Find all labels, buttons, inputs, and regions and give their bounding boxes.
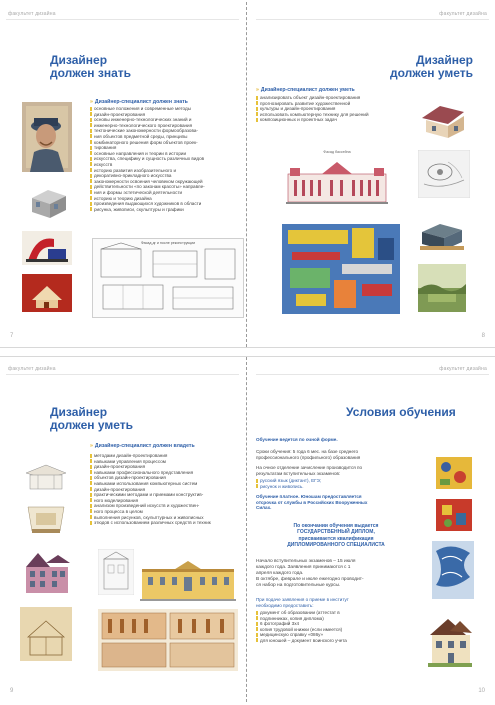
text-line: навыками использования компьютерных систем <box>90 481 240 487</box>
section-subtitle: » Дизайнер-специалист должен уметь <box>256 87 355 93</box>
text-line: методами дизайн-проектирования <box>90 453 240 459</box>
page-8 <box>250 2 495 347</box>
text-line: объектов дизайн-проектирования <box>90 475 240 481</box>
text-line: ния и формы эстетической деятельности <box>90 190 240 196</box>
page-number: 10 <box>478 688 485 694</box>
required-documents-list <box>256 610 421 644</box>
facade-shapes <box>282 150 392 210</box>
text-line: По окончании обучения выдается <box>293 523 379 529</box>
text-line: копия трудовой книжки (если имеется) <box>256 627 421 633</box>
title-line-2: должен уметь <box>389 66 473 80</box>
elevation-sketch-image <box>98 549 134 595</box>
title-line-1: Дизайнер <box>50 53 108 67</box>
page-number: 7 <box>10 333 14 339</box>
header-rule <box>6 19 239 20</box>
landscape-painting-image <box>418 264 466 312</box>
classical-building-render-image <box>138 557 238 603</box>
text-line: ного процесса в целом <box>90 509 240 515</box>
text-line: для юношей – документ воинского учета <box>256 638 421 644</box>
knowledge-list <box>90 106 240 212</box>
text-line: рисунка, живописи, скульптуры и графики <box>90 207 240 213</box>
text-line: основные положения и современные методы <box>90 106 240 112</box>
text-line: присваивается квалификация <box>298 535 374 542</box>
text-line: выполнения рисунков, скульптурных и живописных <box>90 515 240 521</box>
admission-dates-text <box>256 559 421 589</box>
text-line: действительности «по законам красоты» направле- <box>90 184 240 190</box>
interior-sketch-image <box>22 499 70 539</box>
text-line: результатам вступительных экзаменов: <box>256 470 341 476</box>
text-line: ДИПЛОМИРОВАННОГО СПЕЦИАЛИСТА <box>287 542 385 549</box>
technical-drawing-sheet <box>92 238 244 318</box>
title-line-2: должен уметь <box>50 418 134 432</box>
page-header: факультет дизайна <box>439 11 487 17</box>
abstract-composition-image <box>282 224 400 314</box>
text-line: Силах. <box>256 505 272 511</box>
text-line: дизайн-проектирования <box>90 112 240 118</box>
text-line: основные направления и теории в истории <box>90 151 240 157</box>
building-3d-render-image <box>418 216 466 254</box>
page-title <box>390 54 473 80</box>
text-line: необходимо предоставить: <box>256 602 314 608</box>
exam-subjects-list <box>256 478 421 489</box>
section-subtitle: » Дизайнер-специалист должен знать <box>90 99 188 105</box>
text-line: практическими методами и приемами конструктив- <box>90 492 240 498</box>
text-line: Сроки обучения: 5 года 6 мес. на базе среднего <box>256 449 359 454</box>
text-line: закономерности освоения человеком окружающей <box>90 179 240 185</box>
pencil-drawing-image <box>418 150 470 198</box>
entrance-exams-text <box>256 465 421 476</box>
page-fold <box>246 2 247 347</box>
abilities-list <box>90 453 240 526</box>
text-line: апреля каждого года. <box>256 571 304 576</box>
page-fold <box>246 357 247 702</box>
tuition-deferment-text <box>256 494 421 511</box>
study-form-heading: Обучение ведется по очной форме. <box>256 437 338 442</box>
text-line: искусства, специфику и сущность различных видов <box>90 156 240 162</box>
required-documents-heading <box>256 597 421 608</box>
skills-list <box>256 95 406 123</box>
page-title <box>50 406 133 432</box>
text-line: В октябре, феврале и июле ежегодно проводит- <box>256 577 364 582</box>
text-line: дизайн-проектирования <box>90 487 240 493</box>
house-rendering-image <box>418 100 470 140</box>
header-rule <box>6 374 239 375</box>
text-line: навыками управления процессом <box>90 459 240 465</box>
text-line: ГОСУДАРСТВЕННЫЙ ДИПЛОМ, <box>297 529 375 536</box>
text-line: комбинаторного решения форм объектов проек- <box>90 140 240 146</box>
drawing-caption: Фасад дг и после реконструкции <box>140 241 196 245</box>
text-line: ного моделирования <box>90 498 240 504</box>
text-line: каждого года. Заявления принимаются с 1 <box>256 565 351 570</box>
text-line: декоративно-прикладного искусства <box>90 173 240 179</box>
text-line: произведения выдающихся художников в области <box>90 201 240 207</box>
text-line: историю развития изобразительного и <box>90 168 240 174</box>
sepia-sketch-image <box>20 607 72 661</box>
abstract-art-blue-image <box>432 541 474 599</box>
text-line: историю и теорию дизайна <box>90 196 240 202</box>
text-line: композиционных и проектных задач <box>256 117 406 123</box>
text-line: использовать компьютерную технику для решений <box>256 112 406 118</box>
title-line-2: должен знать <box>50 66 132 80</box>
text-line: ся набор на подготовительные курсы. <box>256 583 341 588</box>
text-line: основы инженерно-технологических знаний и <box>90 117 240 123</box>
diploma-info-text <box>256 523 416 549</box>
text-line: Обучение платное. Юношам предоставляется <box>256 494 362 499</box>
page-header: факультет дизайна <box>439 366 487 372</box>
cottage-render-image <box>426 613 474 671</box>
text-line: анализировать объект дизайн-проектирования <box>256 95 406 101</box>
text-line: отсрочка от службы в Российских Вооруженных <box>256 499 368 505</box>
text-line: тирования <box>90 145 240 151</box>
spread-top <box>0 2 495 348</box>
facade-caption: Фасад бассейна <box>323 150 351 154</box>
text-line: прогнозировать развитие художественной <box>256 101 406 107</box>
page-title: Условия обучения <box>346 405 456 419</box>
red-facade-rendering-image <box>22 274 72 312</box>
page-9 <box>0 357 245 702</box>
portrait-drawing-image <box>22 102 72 172</box>
abstract-art-red-image <box>436 499 472 531</box>
study-term-text <box>256 449 421 460</box>
drawing-lines <box>93 239 243 317</box>
pool-facade-drawing <box>282 150 392 210</box>
page-header: факультет дизайна <box>8 11 56 17</box>
header-rule <box>256 19 489 20</box>
text-line: культуры и дизайн-проектирования <box>256 106 406 112</box>
title-line-1: Дизайнер <box>415 53 473 67</box>
text-line: рисунок и живопись. <box>256 484 421 490</box>
text-line: тектонические закономерности формообразова- <box>90 128 240 134</box>
constructivist-composition-image <box>22 231 72 265</box>
text-line: документ об образовании (аттестат в <box>256 610 421 616</box>
page-title <box>50 54 131 80</box>
text-line: Начало вступительных экзаменов – 15 июля <box>256 559 356 564</box>
text-line: ния объектов предметной среды, принципы <box>90 134 240 140</box>
pink-house-render-image <box>20 549 72 597</box>
text-line: этюдов с использованием различных средств и техник <box>90 520 240 526</box>
text-line: инженерно-технологического проектирования <box>90 123 240 129</box>
section-subtitle: » Дизайнер-специалист должен владеть <box>90 443 195 449</box>
pavilion-sketch-image <box>22 461 70 493</box>
page-7 <box>0 2 245 347</box>
text-line: подлинниках, копия диплома) <box>256 616 421 622</box>
text-line: искусств <box>90 162 240 168</box>
text-line: дизайн-проектирования <box>90 464 240 470</box>
text-line: анализом произведений искусств и художествен- <box>90 503 240 509</box>
text-line: навыками профессионального представления <box>90 470 240 476</box>
title-line-1: Дизайнер <box>50 405 108 419</box>
text-line: При подаче заявления о приеме в институт <box>256 597 349 602</box>
text-line: На очное отделение зачисление производится по <box>256 465 363 470</box>
page-header: факультет дизайна <box>8 366 56 372</box>
text-line: профессионального (профильного) образования <box>256 454 361 460</box>
header-rule <box>256 374 489 375</box>
page-number: 9 <box>10 688 14 694</box>
abstract-art-yellow-image <box>436 457 472 489</box>
text-line: медицинскую справку «086у» <box>256 632 421 638</box>
spread-bottom <box>0 356 495 702</box>
text-line: 6 фотографий 3х4 <box>256 621 421 627</box>
building-model-image <box>26 182 72 222</box>
facade-rendering-sheet-image <box>98 609 238 671</box>
page-10 <box>250 357 495 702</box>
text-line: русский язык (диктант), ЕГЭ; <box>256 478 421 484</box>
page-number: 8 <box>481 333 485 339</box>
